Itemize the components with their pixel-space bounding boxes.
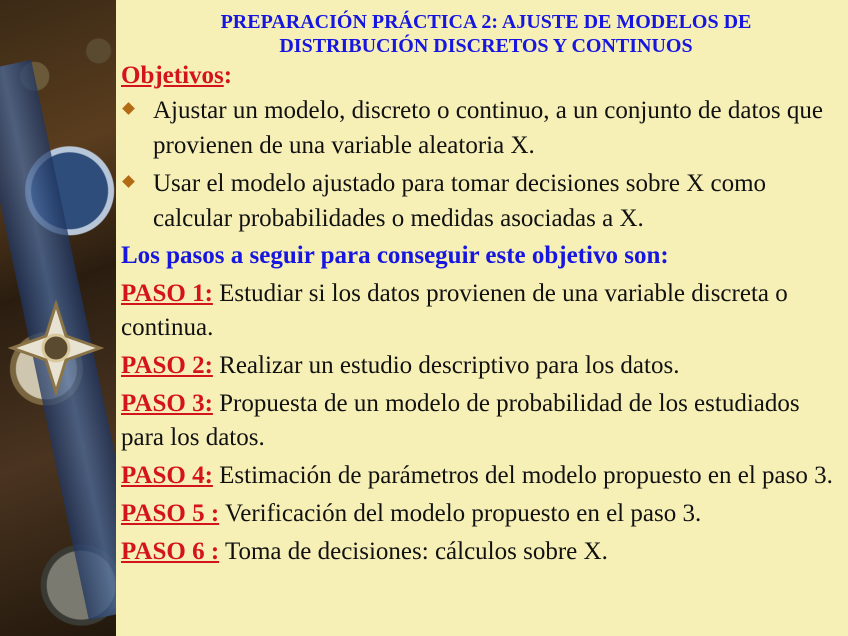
step-text: Toma de decisiones: cálculos sobre X. (219, 538, 608, 565)
medal-cross-icon (8, 300, 104, 396)
step-2 (121, 349, 841, 383)
diamond-bullet-icon (122, 175, 135, 188)
objective-text-2: Usar el modelo ajustado para tomar decisiones sobre X como calcular probabilidades o medidas asociadas a X. (153, 170, 767, 232)
step-text: Realizar un estudio descriptivo para los datos. (212, 352, 680, 379)
step-label: PASO 4: (121, 462, 213, 489)
step-3 (121, 387, 841, 455)
decorative-medals-image (0, 0, 116, 636)
slide-title (121, 10, 841, 58)
list-item (121, 166, 841, 236)
step-1 (121, 277, 841, 345)
diamond-bullet-icon (122, 102, 135, 115)
step-6 (121, 535, 841, 569)
list-item (121, 93, 841, 163)
title-line-1: PREPARACIÓN PRÁCTICA 2: AJUSTE DE MODELOS DE (220, 11, 752, 33)
step-label: PASO 2: (121, 352, 213, 379)
step-label: PASO 3: (121, 390, 213, 417)
step-text: Propuesta de un modelo de probabilidad de los estudiados para los datos. (121, 390, 800, 451)
step-text: Verificación del modelo propuesto en el paso 3. (219, 500, 702, 527)
step-5 (121, 497, 841, 531)
step-label: PASO 1: (121, 280, 213, 307)
step-text: Estudiar si los datos provienen de una variable discreta o continua. (121, 280, 788, 341)
step-label: PASO 5 : (121, 500, 220, 527)
objective-text-1: Ajustar un modelo, discreto o continuo, a un conjunto de datos que provienen de una variable aleatoria X. (153, 97, 824, 159)
step-label: PASO 6 : (121, 538, 220, 565)
step-text: Estimación de parámetros del modelo propuesto en el paso 3. (212, 462, 833, 489)
objectives-heading-colon: : (223, 62, 233, 89)
steps-heading: Los pasos a seguir para conseguir este objetivo son: (121, 242, 669, 269)
title-line-2: DISTRIBUCIÓN DISCRETOS Y CONTINUOS (279, 35, 693, 57)
slide-content (121, 10, 841, 569)
objectives-heading (121, 61, 841, 91)
step-4 (121, 459, 841, 493)
objectives-list (121, 93, 841, 236)
objectives-heading-text: Objetivos (121, 62, 224, 89)
